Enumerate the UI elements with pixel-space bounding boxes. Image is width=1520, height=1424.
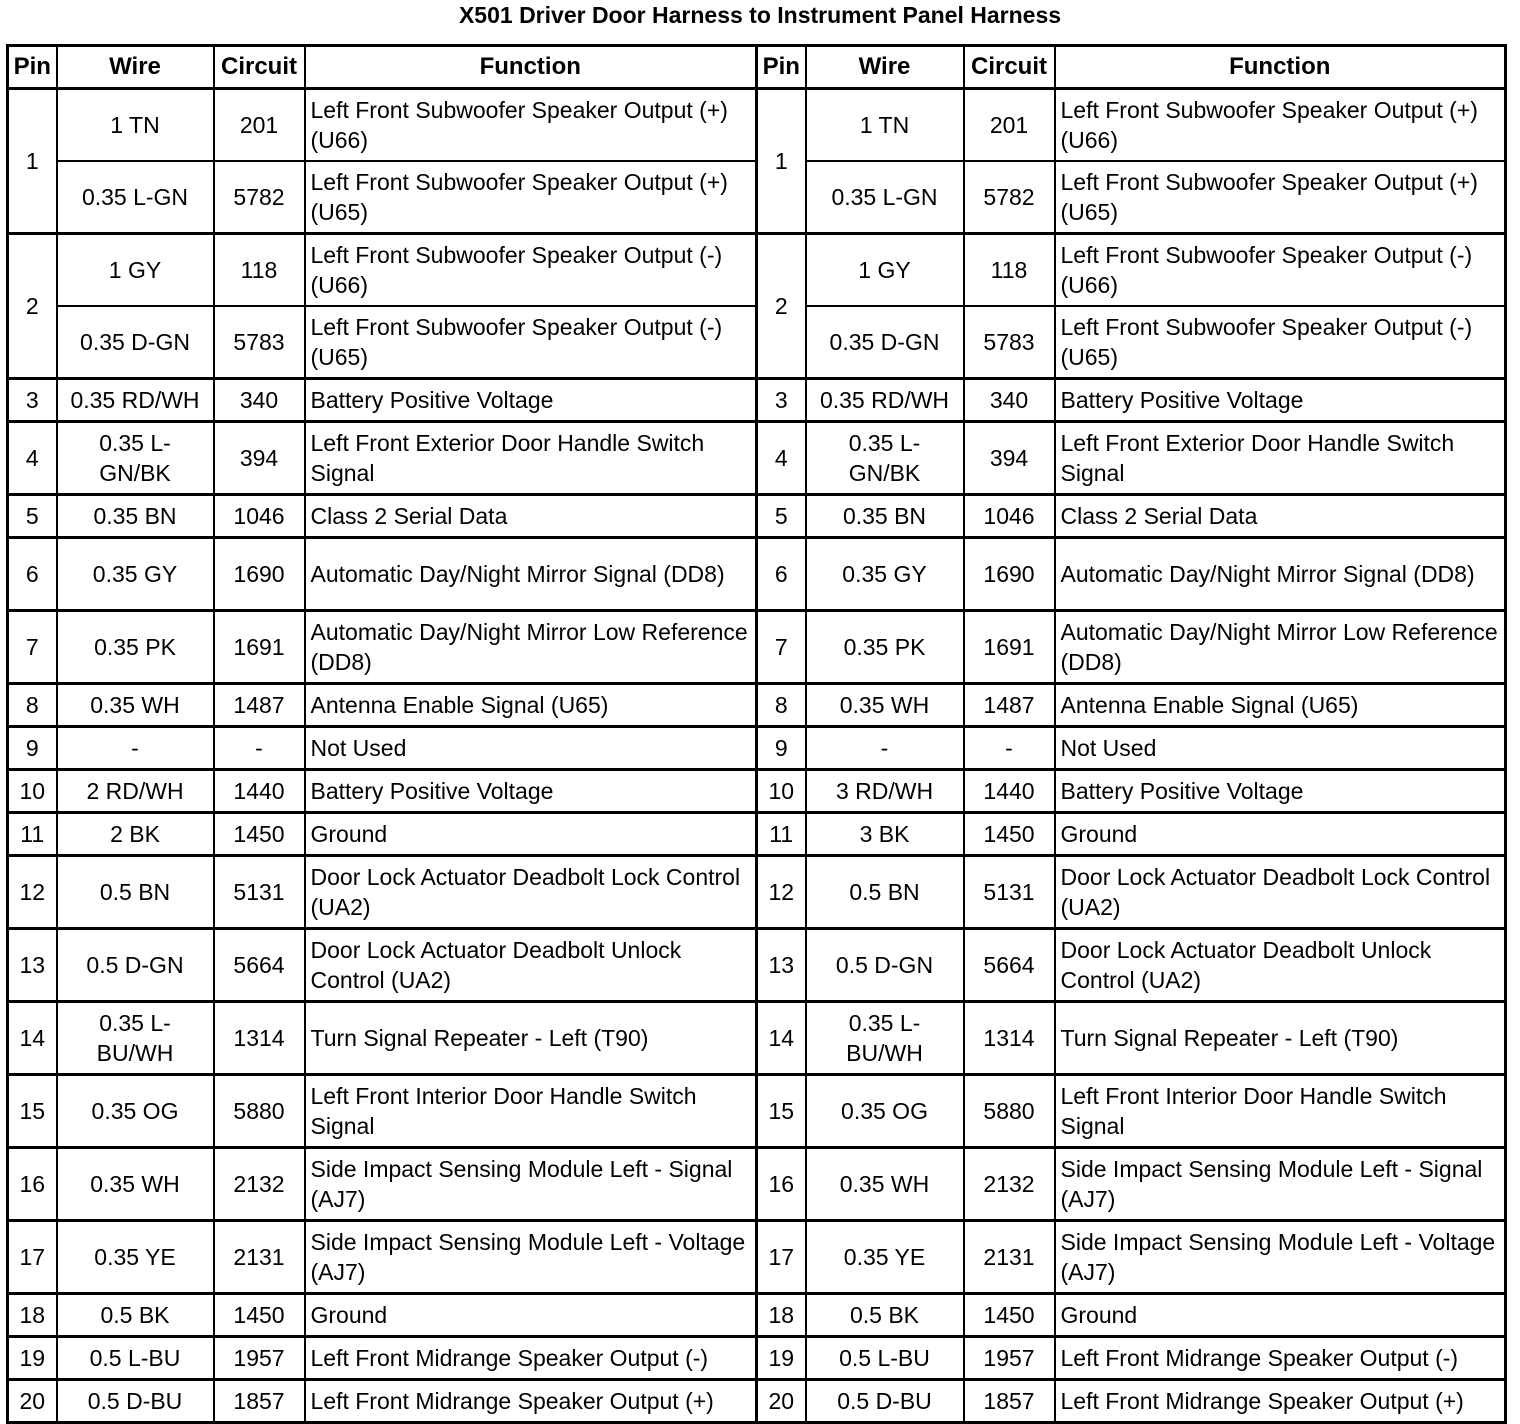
circuit-cell: 5131 [964,856,1055,929]
wire-cell: 0.35 OG [806,1075,964,1148]
pin-cell: 11 [8,813,57,856]
function-cell: Left Front Midrange Speaker Output (+) [1055,1380,1506,1423]
circuit-cell: 201 [214,89,305,162]
table-row [8,538,1506,611]
pin-cell: 15 [757,1075,806,1148]
pin-cell: 19 [8,1337,57,1380]
circuit-cell: 5783 [214,306,305,379]
circuit-cell: 201 [964,89,1055,162]
circuit-cell: 2132 [214,1148,305,1221]
wire-cell: 0.5 BK [57,1294,214,1337]
wire-cell: 1 TN [806,89,964,162]
pin-cell: 14 [8,1002,57,1075]
pinout-table-body [8,89,1506,1423]
function-cell: Class 2 Serial Data [305,495,757,538]
pin-cell: 4 [8,422,57,495]
circuit-cell: 5664 [214,929,305,1002]
function-cell: Left Front Exterior Door Handle Switch Signal [1055,422,1506,495]
table-row [8,856,1506,929]
wire-cell: 0.35 L-GN/BK [806,422,964,495]
circuit-cell: 5782 [964,161,1055,234]
function-cell: Left Front Subwoofer Speaker Output (-) (U65) [305,306,757,379]
header-wire-left: Wire [57,46,214,89]
circuit-cell: - [214,727,305,770]
pin-cell: 6 [757,538,806,611]
function-cell: Left Front Interior Door Handle Switch Signal [305,1075,757,1148]
circuit-cell: 1314 [964,1002,1055,1075]
pin-cell: 13 [757,929,806,1002]
header-wire-right: Wire [806,46,964,89]
function-cell: Left Front Subwoofer Speaker Output (+) (U66) [305,89,757,162]
pin-cell: 15 [8,1075,57,1148]
wire-cell: 0.5 D-GN [57,929,214,1002]
function-cell: Left Front Exterior Door Handle Switch Signal [305,422,757,495]
wire-cell: 0.5 D-GN [806,929,964,1002]
wire-cell: - [57,727,214,770]
wire-cell: 0.35 L-GN [806,161,964,234]
pin-cell: 19 [757,1337,806,1380]
wire-cell: 3 BK [806,813,964,856]
wire-cell: 0.35 WH [806,1148,964,1221]
table-row [8,770,1506,813]
pin-cell: 3 [757,379,806,422]
document-title: X501 Driver Door Harness to Instrument Panel Harness [458,2,1062,28]
function-cell: Left Front Subwoofer Speaker Output (+) (U65) [305,161,757,234]
header-function-right: Function [1055,46,1506,89]
function-cell: Automatic Day/Night Mirror Signal (DD8) [1055,538,1506,611]
table-row [8,1294,1506,1337]
wire-cell: 0.35 OG [57,1075,214,1148]
function-cell: Not Used [305,727,757,770]
table-row [8,495,1506,538]
function-cell: Left Front Midrange Speaker Output (-) [305,1337,757,1380]
wire-cell: 0.35 BN [806,495,964,538]
wire-cell: 0.35 GY [57,538,214,611]
pin-cell: 17 [8,1221,57,1294]
wire-cell: 0.5 BK [806,1294,964,1337]
circuit-cell: 1487 [214,684,305,727]
wire-cell: 1 GY [57,234,214,307]
circuit-cell: 2132 [964,1148,1055,1221]
function-cell: Automatic Day/Night Mirror Low Reference (DD8) [1055,611,1506,684]
circuit-cell: 1690 [964,538,1055,611]
function-cell: Automatic Day/Night Mirror Signal (DD8) [305,538,757,611]
pin-cell: 5 [8,495,57,538]
wire-cell: 3 RD/WH [806,770,964,813]
table-row [8,813,1506,856]
wire-cell: 0.5 L-BU [57,1337,214,1380]
wire-cell: - [806,727,964,770]
circuit-cell: - [964,727,1055,770]
circuit-cell: 394 [964,422,1055,495]
pin-cell: 3 [8,379,57,422]
pin-cell: 12 [8,856,57,929]
table-row [8,234,1506,307]
wire-cell: 0.35 WH [806,684,964,727]
pin-cell: 12 [757,856,806,929]
pin-cell: 2 [8,234,57,379]
circuit-cell: 1440 [964,770,1055,813]
function-cell: Left Front Subwoofer Speaker Output (-) (U66) [305,234,757,307]
circuit-cell: 340 [964,379,1055,422]
wire-cell: 0.35 WH [57,684,214,727]
wire-cell: 0.35 L-GN/BK [57,422,214,495]
function-cell: Left Front Subwoofer Speaker Output (-) (U65) [1055,306,1506,379]
pin-cell: 4 [757,422,806,495]
wire-cell: 0.35 YE [57,1221,214,1294]
circuit-cell: 5782 [214,161,305,234]
circuit-cell: 340 [214,379,305,422]
table-row [8,89,1506,162]
pin-cell: 2 [757,234,806,379]
table-row [8,379,1506,422]
pin-cell: 20 [757,1380,806,1423]
circuit-cell: 1314 [214,1002,305,1075]
pin-cell: 1 [8,89,57,234]
wire-cell: 0.35 YE [806,1221,964,1294]
table-row [8,727,1506,770]
circuit-cell: 5783 [964,306,1055,379]
pinout-table [6,44,1507,1424]
wire-cell: 0.5 D-BU [806,1380,964,1423]
wire-cell: 2 BK [57,813,214,856]
circuit-cell: 1691 [964,611,1055,684]
wire-cell: 0.5 BN [806,856,964,929]
function-cell: Class 2 Serial Data [1055,495,1506,538]
circuit-cell: 1857 [964,1380,1055,1423]
circuit-cell: 394 [214,422,305,495]
wire-cell: 0.35 BN [57,495,214,538]
function-cell: Left Front Subwoofer Speaker Output (-) (U66) [1055,234,1506,307]
pin-cell: 10 [8,770,57,813]
pin-cell: 7 [8,611,57,684]
pin-cell: 9 [8,727,57,770]
function-cell: Not Used [1055,727,1506,770]
table-row [8,1337,1506,1380]
table-row [8,1380,1506,1423]
circuit-cell: 2131 [964,1221,1055,1294]
wire-cell: 0.5 L-BU [806,1337,964,1380]
pin-cell: 17 [757,1221,806,1294]
circuit-cell: 5131 [214,856,305,929]
circuit-cell: 1857 [214,1380,305,1423]
function-cell: Left Front Subwoofer Speaker Output (+) (U66) [1055,89,1506,162]
pin-cell: 11 [757,813,806,856]
circuit-cell: 1690 [214,538,305,611]
circuit-cell: 1450 [964,1294,1055,1337]
table-row [8,1002,1506,1075]
wire-cell: 0.5 D-BU [57,1380,214,1423]
circuit-cell: 1046 [214,495,305,538]
function-cell: Left Front Subwoofer Speaker Output (+) (U65) [1055,161,1506,234]
function-cell: Turn Signal Repeater - Left (T90) [305,1002,757,1075]
pin-cell: 13 [8,929,57,1002]
wire-cell: 0.35 RD/WH [806,379,964,422]
function-cell: Left Front Midrange Speaker Output (+) [305,1380,757,1423]
function-cell: Ground [1055,813,1506,856]
table-row [8,1221,1506,1294]
circuit-cell: 1450 [214,1294,305,1337]
circuit-cell: 1691 [214,611,305,684]
circuit-cell: 5880 [964,1075,1055,1148]
circuit-cell: 118 [214,234,305,307]
header-pin-right: Pin [757,46,806,89]
wire-cell: 0.35 L-BU/WH [806,1002,964,1075]
circuit-cell: 1046 [964,495,1055,538]
function-cell: Side Impact Sensing Module Left - Signal (AJ7) [305,1148,757,1221]
header-pin-left: Pin [8,46,57,89]
header-circuit-right: Circuit [964,46,1055,89]
function-cell: Side Impact Sensing Module Left - Voltage (AJ7) [1055,1221,1506,1294]
wire-cell: 0.35 L-BU/WH [57,1002,214,1075]
function-cell: Left Front Interior Door Handle Switch Signal [1055,1075,1506,1148]
circuit-cell: 1957 [964,1337,1055,1380]
function-cell: Battery Positive Voltage [1055,379,1506,422]
table-row [8,929,1506,1002]
pin-cell: 1 [757,89,806,234]
pin-cell: 16 [757,1148,806,1221]
table-row [8,1148,1506,1221]
function-cell: Battery Positive Voltage [1055,770,1506,813]
pin-cell: 18 [8,1294,57,1337]
circuit-cell: 1450 [214,813,305,856]
header-function-left: Function [305,46,757,89]
pin-cell: 7 [757,611,806,684]
pin-cell: 5 [757,495,806,538]
wire-cell: 0.35 GY [806,538,964,611]
pin-cell: 10 [757,770,806,813]
pin-cell: 8 [757,684,806,727]
wire-cell: 0.35 L-GN [57,161,214,234]
function-cell: Door Lock Actuator Deadbolt Lock Control (UA2) [305,856,757,929]
function-cell: Left Front Midrange Speaker Output (-) [1055,1337,1506,1380]
pin-cell: 8 [8,684,57,727]
wire-cell: 0.35 PK [57,611,214,684]
circuit-cell: 1487 [964,684,1055,727]
wire-cell: 0.35 PK [806,611,964,684]
function-cell: Antenna Enable Signal (U65) [305,684,757,727]
function-cell: Door Lock Actuator Deadbolt Unlock Control (UA2) [1055,929,1506,1002]
pin-cell: 18 [757,1294,806,1337]
pin-cell: 6 [8,538,57,611]
circuit-cell: 1440 [214,770,305,813]
function-cell: Turn Signal Repeater - Left (T90) [1055,1002,1506,1075]
table-row [8,422,1506,495]
function-cell: Antenna Enable Signal (U65) [1055,684,1506,727]
function-cell: Automatic Day/Night Mirror Low Reference (DD8) [305,611,757,684]
header-row [8,46,1506,89]
function-cell: Battery Positive Voltage [305,379,757,422]
table-row [8,684,1506,727]
wire-cell: 0.35 WH [57,1148,214,1221]
pin-cell: 20 [8,1380,57,1423]
wire-cell: 0.5 BN [57,856,214,929]
function-cell: Side Impact Sensing Module Left - Voltage (AJ7) [305,1221,757,1294]
circuit-cell: 5880 [214,1075,305,1148]
circuit-cell: 2131 [214,1221,305,1294]
circuit-cell: 1957 [214,1337,305,1380]
function-cell: Side Impact Sensing Module Left - Signal (AJ7) [1055,1148,1506,1221]
function-cell: Ground [305,813,757,856]
wire-cell: 0.35 D-GN [57,306,214,379]
wire-cell: 0.35 RD/WH [57,379,214,422]
wire-cell: 1 TN [57,89,214,162]
table-row [8,611,1506,684]
wire-cell: 2 RD/WH [57,770,214,813]
header-circuit-left: Circuit [214,46,305,89]
wire-cell: 0.35 D-GN [806,306,964,379]
function-cell: Battery Positive Voltage [305,770,757,813]
circuit-cell: 5664 [964,929,1055,1002]
pin-cell: 16 [8,1148,57,1221]
table-row [8,1075,1506,1148]
function-cell: Door Lock Actuator Deadbolt Lock Control (UA2) [1055,856,1506,929]
pin-cell: 14 [757,1002,806,1075]
function-cell: Ground [1055,1294,1506,1337]
function-cell: Door Lock Actuator Deadbolt Unlock Control (UA2) [305,929,757,1002]
wire-cell: 1 GY [806,234,964,307]
circuit-cell: 1450 [964,813,1055,856]
circuit-cell: 118 [964,234,1055,307]
pin-cell: 9 [757,727,806,770]
function-cell: Ground [305,1294,757,1337]
